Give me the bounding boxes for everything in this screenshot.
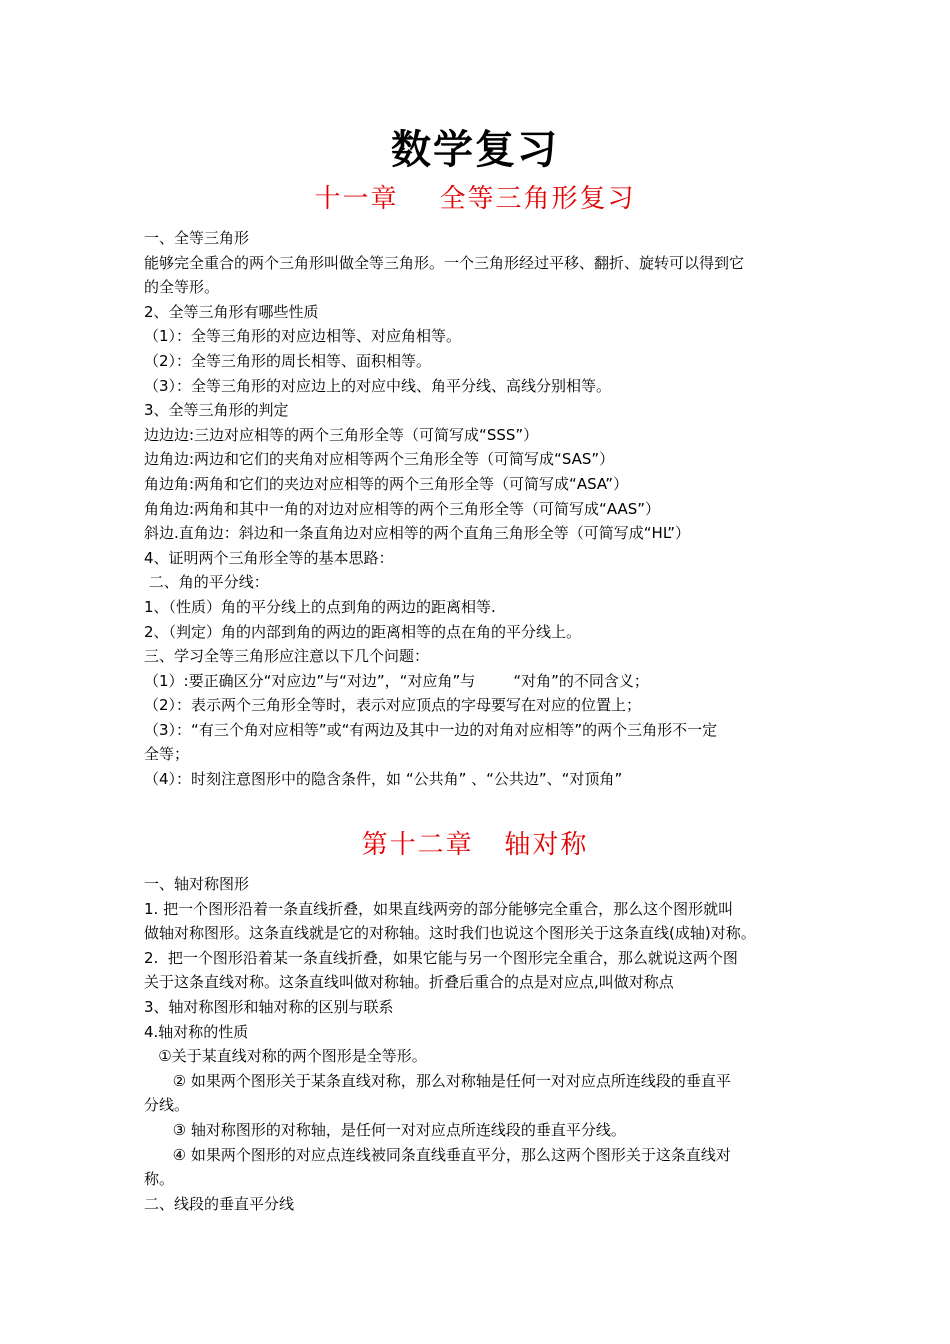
text-line: 边角边:两边和它们的夹角对应相等两个三角形全等（可简写成“SAS”） [144,450,615,469]
chapter-11-body [144,226,816,792]
text-line: （1）:要正确区分“对应边”与“对边”，“对应角”与 “对角”的不同含义； [144,671,649,690]
text-line: 边边边:三边对应相等的两个三角形全等（可简写成“SSS”） [144,425,539,444]
text-line: ② 如果两个图形关于某条直线对称，那么对称轴是任何一对对应点所连线段的垂直平 [144,1071,731,1090]
text-line: 4.轴对称的性质 [144,1022,249,1041]
text-line: 三、学习全等三角形应注意以下几个问题： [144,647,430,666]
text-line: （4）：时刻注意图形中的隐含条件，如 “公共角” 、“公共边”、“对顶角” [144,770,623,789]
text-line: 的全等形。 [144,278,220,297]
text-line: 3、全等三角形的判定 [144,401,289,420]
text-line: 2. 把一个图形沿着某一条直线折叠，如果它能与另一个图形完全重合，那么就说这两个图 [144,948,738,967]
text-line: 分线。 [144,1096,190,1115]
text-line: 全等； [144,745,190,764]
text-line: 2、全等三角形有哪些性质 [144,302,319,321]
text-line: ①关于某直线对称的两个图形是全等形。 [144,1047,427,1066]
text-line: 1. 把一个图形沿着一条直线折叠，如果直线两旁的部分能够完全重合，那么这个图形就叫 [144,899,734,918]
text-line: 能够完全重合的两个三角形叫做全等三角形。一个三角形经过平移、翻折、旋转可以得到它 [144,253,745,272]
text-line: 做轴对称图形。这条直线就是它的对称轴。这时我们也说这个图形关于这条直线(成轴)对称。 [144,924,756,943]
text-line: 角角边:两角和其中一角的对边对应相等的两个三角形全等（可简写成“AAS”） [144,499,661,518]
text-line: （1）：全等三角形的对应边相等、对应角相等。 [144,327,462,346]
text-line: 一、全等三角形 [144,229,250,247]
text-line: 关于这条直线对称。这条直线叫做对称轴。折叠后重合的点是对应点,叫做对称点 [144,973,674,992]
text-line: 称。 [144,1170,175,1189]
text-line: 角边角:两角和它们的夹边对应相等的两个三角形全等（可简写成“ASA”） [144,474,629,493]
text-line: 斜边.直角边：斜边和一条直角边对应相等的两个直角三角形全等（可简写成“HL”） [144,524,691,543]
text-line: ③ 轴对称图形的对称轴，是任何一对对应点所连线段的垂直平分线。 [144,1120,626,1139]
text-line: 2、（判定）角的内部到角的两边的距离相等的点在角的平分线上。 [144,622,582,641]
text-line: 1、（性质）角的平分线上的点到角的两边的距离相等. [144,597,496,616]
text-line: 3、轴对称图形和轴对称的区别与联系 [144,997,394,1016]
text-line: 4、证明两个三角形全等的基本思路： [144,548,394,567]
page-title: 数学复习 [391,126,559,173]
text-line: （3）：全等三角形的对应边上的对应中线、角平分线、高线分别相等。 [144,376,612,395]
text-line: ④ 如果两个图形的对应点连线被同条直线垂直平分，那么这两个图形关于这条直线对 [144,1145,731,1164]
chapter-11-title: 十一章 全等三角形复习 [314,184,636,214]
text-line: 二、线段的垂直平分线 [144,1194,295,1213]
text-line: （3）：“有三个角对应相等”或“有两边及其中一边的对角对应相等”的两个三角形不一定 [144,720,718,739]
chapter-12-body [144,872,816,1216]
chapter-12-title: 第十二章 轴对称 [361,830,589,860]
text-line: （2）：全等三角形的周长相等、面积相等。 [144,351,432,370]
text-line: 一、轴对称图形 [144,875,250,893]
text-line: （2）：表示两个三角形全等时，表示对应顶点的字母要写在对应的位置上； [144,696,642,715]
text-line: 二、角的平分线： [144,573,269,592]
